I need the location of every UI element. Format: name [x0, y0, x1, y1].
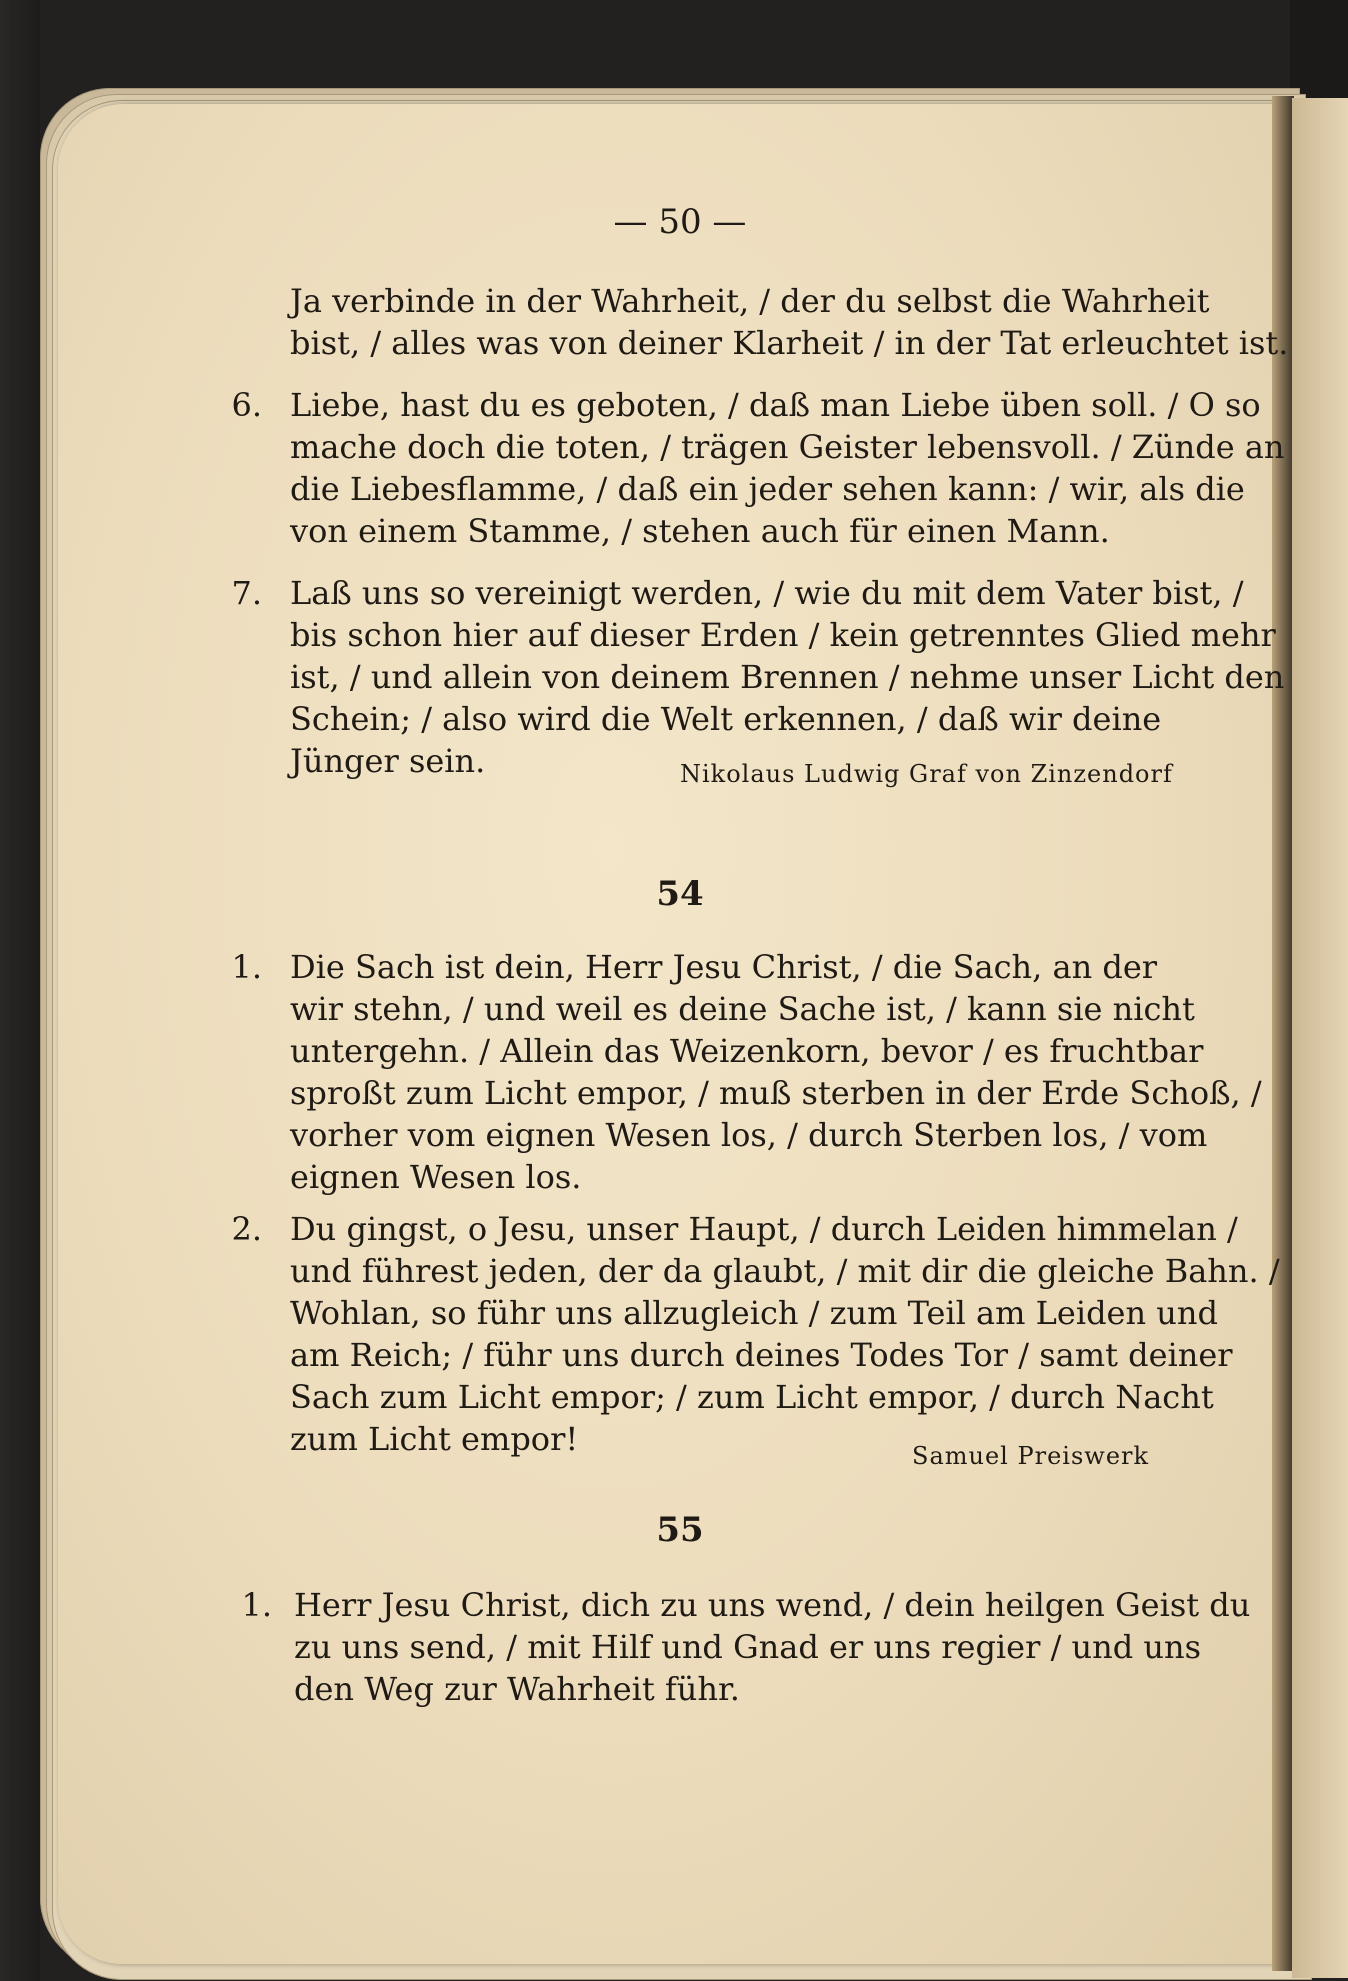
verse-line: Jünger sein. — [290, 742, 486, 780]
verse-line: vorher vom eignen Wesen los, / durch Sterben los, / vom — [290, 1116, 1208, 1154]
verse-number: 6. — [231, 386, 262, 424]
verse-line: den Weg zur Wahrheit führ. — [294, 1670, 740, 1708]
verse-line: ist, / und allein von deinem Brennen / nehme unser Licht den — [290, 658, 1285, 696]
verse-line: Liebe, hast du es geboten, / daß man Liebe üben soll. / O so — [290, 386, 1261, 424]
verse-line: von einem Stamme, / stehen auch für einen Mann. — [290, 512, 1110, 550]
verse-number: 1. — [241, 1586, 272, 1624]
verse-line: die Liebesflamme, / daß ein jeder sehen kann: / wir, als die — [290, 470, 1245, 508]
verse-line: Sach zum Licht empor; / zum Licht empor, / durch Nacht — [290, 1378, 1214, 1416]
verse-line: mache doch die toten, / trägen Geister lebensvoll. / Zünde an — [290, 428, 1285, 466]
verse-line: zum Licht empor! — [290, 1420, 579, 1458]
verse-line: Laß uns so vereinigt werden, / wie du mit dem Vater bist, / — [290, 574, 1244, 612]
author-credit: Samuel Preiswerk — [912, 1442, 1150, 1470]
verse-line: bis schon hier auf dieser Erden / kein getrenntes Glied mehr — [290, 616, 1276, 654]
verse-line: Schein; / also wird die Welt erkennen, / daß wir deine — [290, 700, 1162, 738]
hymn-number: 54 — [656, 874, 704, 914]
verse-line: Du gingst, o Jesu, unser Haupt, / durch Leiden himmelan / — [290, 1210, 1238, 1248]
page-number: — 50 — — [613, 202, 747, 242]
verse-line: Herr Jesu Christ, dich zu uns wend, / dein heilgen Geist du — [294, 1586, 1251, 1624]
verse-line: zu uns send, / mit Hilf und Gnad er uns regier / und uns — [294, 1628, 1202, 1666]
verse-line: Die Sach ist dein, Herr Jesu Christ, / die Sach, an der — [290, 948, 1158, 986]
author-credit: Nikolaus Ludwig Graf von Zinzendorf — [680, 760, 1173, 788]
verse-line: Wohlan, so führ uns allzugleich / zum Teil am Leiden und — [290, 1294, 1218, 1332]
verse-line: sproßt zum Licht empor, / muß sterben in der Erde Schoß, / — [290, 1074, 1262, 1112]
verse-line: Ja verbinde in der Wahrheit, / der du selbst die Wahrheit — [290, 282, 1210, 320]
verse-line: am Reich; / führ uns durch deines Todes Tor / samt deiner — [290, 1336, 1233, 1374]
hymn-number: 55 — [656, 1510, 704, 1550]
verse-number: 7. — [231, 574, 262, 612]
verse-number: 2. — [231, 1210, 262, 1248]
verse-line: eignen Wesen los. — [290, 1158, 582, 1196]
verse-line: bist, / alles was von deiner Klarheit / in der Tat erleuchtet ist. — [290, 324, 1289, 362]
verse-line: und führest jeden, der da glaubt, / mit dir die gleiche Bahn. / — [290, 1252, 1280, 1290]
verse-line: wir stehn, / und weil es deine Sache ist, / kann sie nicht — [290, 990, 1195, 1028]
verse-number: 1. — [231, 948, 262, 986]
verse-line: untergehn. / Allein das Weizenkorn, bevor / es fruchtbar — [290, 1032, 1204, 1070]
